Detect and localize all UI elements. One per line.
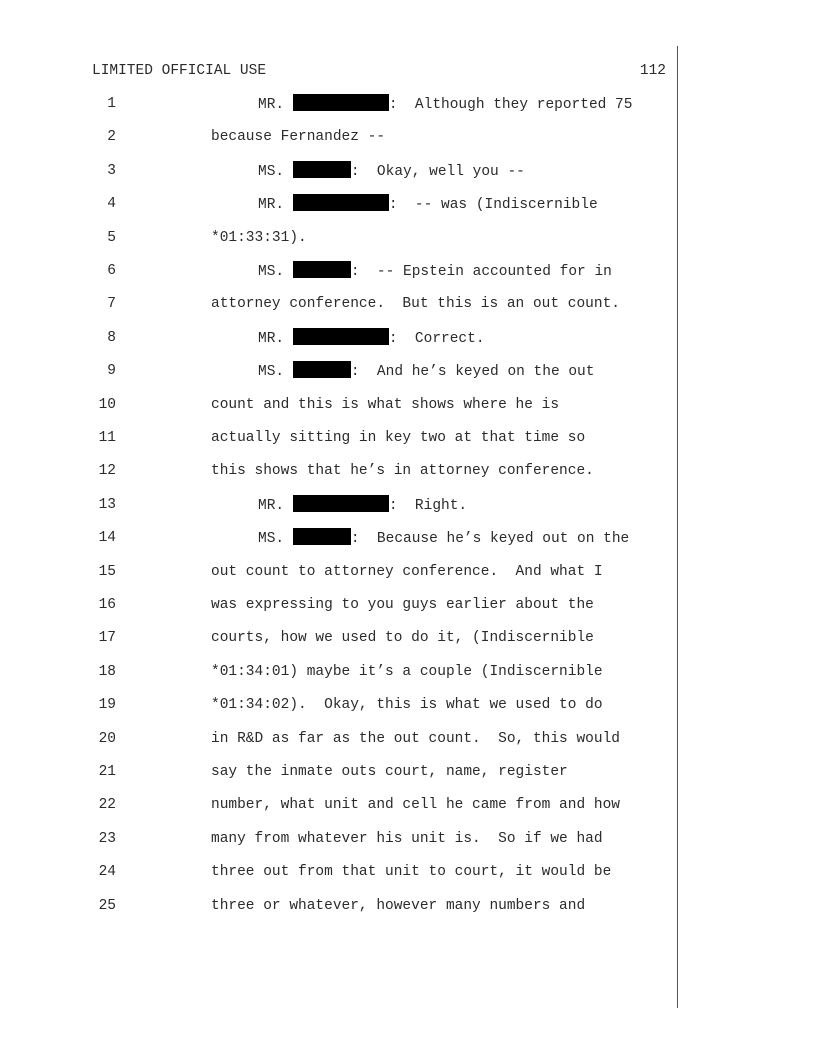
transcript-line bbox=[0, 896, 816, 916]
line-text bbox=[258, 328, 485, 349]
line-text bbox=[258, 261, 612, 282]
redaction-box bbox=[293, 194, 389, 211]
spoken-text: say the inmate outs court, name, register bbox=[211, 764, 568, 780]
transcript-line bbox=[0, 595, 816, 615]
transcript-line bbox=[0, 795, 816, 815]
line-number: 2 bbox=[107, 129, 116, 146]
line-number: 4 bbox=[107, 196, 116, 213]
spoken-text: number, what unit and cell he came from and how bbox=[211, 797, 620, 814]
spoken-text: : -- was (Indiscernible bbox=[388, 197, 598, 214]
redaction-box bbox=[293, 261, 351, 278]
line-number: 9 bbox=[107, 363, 116, 380]
transcript-line bbox=[0, 194, 816, 214]
line-text bbox=[211, 127, 385, 147]
line-number: 22 bbox=[98, 797, 116, 814]
transcript-line bbox=[0, 328, 816, 348]
speaker-title: MS. bbox=[258, 163, 293, 180]
speaker-title: MR. bbox=[258, 330, 293, 347]
line-number: 11 bbox=[98, 430, 116, 446]
transcript-line bbox=[0, 461, 816, 481]
transcript-line bbox=[0, 562, 816, 582]
line-number: 19 bbox=[98, 697, 116, 714]
line-number: 6 bbox=[107, 263, 116, 279]
line-number: 12 bbox=[98, 463, 116, 480]
line-number: 20 bbox=[98, 730, 116, 747]
line-number: 5 bbox=[107, 229, 116, 246]
speaker-title: MS. bbox=[258, 364, 293, 381]
line-text bbox=[211, 729, 620, 749]
transcript-line bbox=[0, 361, 816, 381]
speaker-title: MS. bbox=[258, 264, 293, 280]
transcript-line bbox=[0, 228, 816, 248]
line-number: 14 bbox=[98, 530, 116, 547]
redaction-box bbox=[293, 361, 351, 378]
spoken-text: : Because he’s keyed out on the bbox=[350, 531, 630, 548]
line-text bbox=[258, 528, 629, 549]
line-number: 1 bbox=[107, 96, 116, 112]
spoken-text: was expressing to you guys earlier about the bbox=[211, 597, 594, 613]
transcript-line bbox=[0, 695, 816, 715]
spoken-text: many from whatever his unit is. So if we had bbox=[211, 830, 603, 847]
spoken-text: : Correct. bbox=[388, 330, 485, 347]
transcript-line bbox=[0, 862, 816, 882]
line-text bbox=[211, 662, 603, 682]
line-number: 24 bbox=[98, 864, 116, 881]
line-text bbox=[211, 829, 603, 849]
speaker-title: MR. bbox=[258, 97, 293, 113]
line-text bbox=[258, 94, 632, 115]
transcript-line bbox=[0, 495, 816, 515]
speaker-title: MR. bbox=[258, 197, 293, 214]
spoken-text: because Fernandez -- bbox=[211, 129, 386, 146]
line-text bbox=[211, 294, 620, 314]
line-text bbox=[211, 461, 594, 481]
spoken-text: : Okay, well you -- bbox=[350, 163, 525, 180]
line-number: 10 bbox=[98, 396, 116, 413]
spoken-text: *01:33:31). bbox=[211, 229, 307, 246]
line-number: 18 bbox=[98, 663, 116, 680]
transcript-line bbox=[0, 161, 816, 181]
line-text bbox=[211, 595, 594, 615]
line-number: 13 bbox=[98, 496, 116, 513]
line-text bbox=[211, 695, 603, 715]
line-text bbox=[211, 628, 594, 648]
line-number: 15 bbox=[98, 563, 116, 580]
line-text bbox=[211, 228, 307, 248]
line-number: 17 bbox=[98, 630, 116, 647]
transcript-line bbox=[0, 829, 816, 849]
classification-header: LIMITED OFFICIAL USE bbox=[92, 63, 267, 79]
line-text bbox=[258, 194, 598, 215]
spoken-text: courts, how we used to do it, (Indiscernible bbox=[211, 630, 594, 647]
spoken-text: three out from that unit to court, it would be bbox=[211, 864, 612, 881]
line-text bbox=[211, 395, 559, 415]
line-number: 16 bbox=[98, 597, 116, 613]
line-text bbox=[258, 495, 467, 516]
line-text bbox=[211, 428, 585, 448]
spoken-text: *01:34:02). Okay, this is what we used to do bbox=[211, 697, 603, 714]
spoken-text: attorney conference. But this is an out count. bbox=[211, 296, 620, 313]
transcript-line bbox=[0, 428, 816, 448]
line-text bbox=[211, 762, 568, 782]
transcript-line bbox=[0, 729, 816, 749]
transcript-line bbox=[0, 628, 816, 648]
transcript-line bbox=[0, 127, 816, 147]
spoken-text: : And he’s keyed on the out bbox=[350, 364, 595, 381]
speaker-title: MS. bbox=[258, 531, 293, 548]
line-text bbox=[211, 896, 585, 916]
redaction-box bbox=[293, 528, 351, 545]
line-number: 8 bbox=[107, 329, 116, 346]
speaker-title: MR. bbox=[258, 497, 293, 514]
page-number: 112 bbox=[639, 63, 666, 79]
spoken-text: in R&D as far as the out count. So, this would bbox=[211, 730, 620, 747]
spoken-text: this shows that he’s in attorney conference. bbox=[211, 463, 594, 480]
spoken-text: : Although they reported 75 bbox=[388, 97, 633, 113]
line-text bbox=[258, 161, 525, 182]
spoken-text: : Right. bbox=[388, 497, 468, 514]
line-text bbox=[211, 795, 620, 815]
line-text bbox=[211, 862, 611, 882]
line-text bbox=[211, 562, 603, 582]
transcript-line bbox=[0, 294, 816, 314]
line-number: 3 bbox=[107, 162, 116, 179]
transcript-line bbox=[0, 261, 816, 281]
line-number: 23 bbox=[98, 830, 116, 847]
redaction-box bbox=[293, 495, 389, 512]
transcript-line bbox=[0, 528, 816, 548]
redaction-box bbox=[293, 161, 351, 178]
spoken-text: three or whatever, however many numbers and bbox=[211, 897, 586, 914]
spoken-text: : -- Epstein accounted for in bbox=[350, 264, 612, 280]
spoken-text: actually sitting in key two at that time so bbox=[211, 430, 586, 446]
transcript-line bbox=[0, 662, 816, 682]
line-number: 25 bbox=[98, 897, 116, 914]
line-number: 21 bbox=[98, 764, 116, 780]
line-text bbox=[258, 361, 594, 382]
spoken-text: count and this is what shows where he is bbox=[211, 396, 560, 413]
line-number: 7 bbox=[107, 296, 116, 313]
redaction-box bbox=[293, 328, 389, 345]
transcript-line bbox=[0, 762, 816, 782]
transcript-line bbox=[0, 395, 816, 415]
transcript-line bbox=[0, 94, 816, 114]
redaction-box bbox=[293, 94, 389, 111]
spoken-text: out count to attorney conference. And what I bbox=[211, 563, 603, 580]
spoken-text: *01:34:01) maybe it’s a couple (Indiscernible bbox=[211, 663, 603, 680]
